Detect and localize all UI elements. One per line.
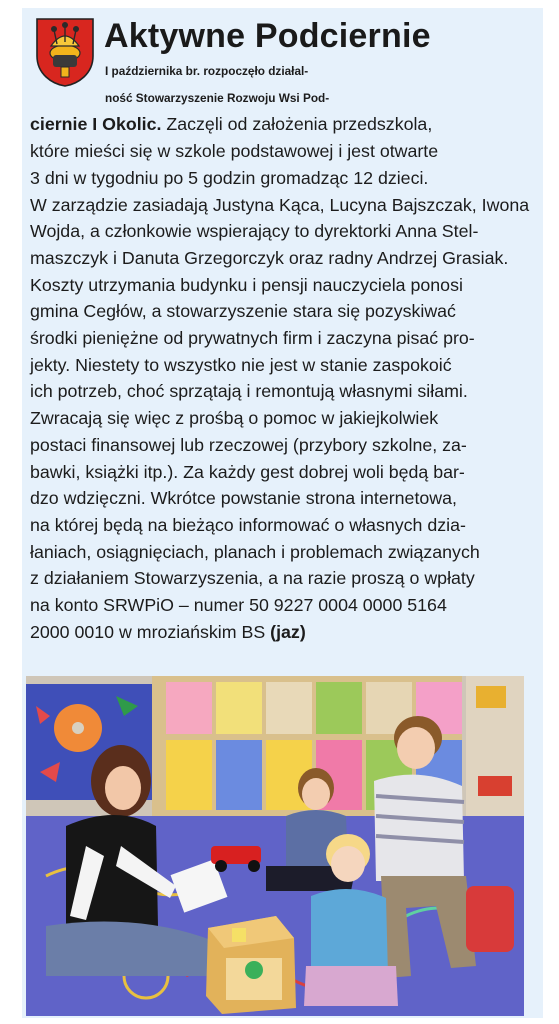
article-line: maszczyk i Danuta Grzegorczyk oraz radny Andrzej Grasiak. [30, 247, 509, 268]
article-line: Wojda, a członkowie wspierający to dyrektorki Anna Stel- [30, 221, 479, 242]
author-signature: (jaz) [270, 621, 306, 642]
article-text: 2000 0010 w mrozіańskim BS [30, 621, 271, 642]
article-line [30, 85, 530, 112]
article-line: ich potrzeb, choć sprzątają i remontują własnymi siłami. [30, 381, 468, 402]
article-line: Zwracają się więc z prośbą o pomoc w jakiejkolwiek [30, 408, 439, 429]
article-line: bawki, książki itp.). Za każdy gest dobrej woli będą bar- [30, 461, 465, 482]
article-line [30, 111, 530, 138]
article-body [30, 58, 530, 645]
article-lead: ciernie I Okolic. [30, 114, 162, 135]
article-line [30, 619, 530, 646]
article-line: dzo wdzięczni. Wkrótce powstanie strona internetowa, [30, 488, 457, 509]
article-line: które mieści się w szkole podstawowej i jest otwarte [30, 141, 439, 162]
article-line: 3 dni w tygodniu po 5 godzin gromadząc 12 dzieci. [30, 167, 429, 188]
article-line: łaniach, osiągnięciach, planach i problemach związanych [30, 541, 480, 562]
article-line: jekty. Niestety to wszystko nie jest w stanie zaspokoić [30, 354, 452, 375]
article-lead: I października br. rozpoczęło działal- [105, 64, 309, 78]
article-line [30, 58, 530, 85]
article-text: Zaczęli od założenia przedszkola, [161, 114, 433, 135]
article-line: na której będą na bieżąco informować o własnych dzia- [30, 514, 466, 535]
article-title: Aktywne Podciernie [104, 17, 431, 55]
article-line: środki pieniężne od prywatnych firm i zaczyna pisać pro- [30, 328, 475, 349]
article-line: gmina Cegłów, a stowarzyszenie stara się pozyskiwać [30, 301, 456, 322]
article-lead: ność Stowarzyszenie Rozwoju Wsi Pod- [105, 90, 330, 105]
article-line: postaci finansowej lub rzeczowej (przybory szkolne, za- [30, 434, 467, 455]
article-line: na konto SRWPiO – numer 50 9227 0004 0000 5164 [30, 595, 447, 616]
article-line: Koszty utrzymania budynku i pensji nauczyciela ponosi [30, 274, 463, 295]
article-line: W zarządzie zasiadają Justyna Kąca, Lucyna Bajszczak, Iwona [30, 194, 530, 215]
kindergarten-children-photo [26, 676, 524, 1016]
article-line: z działaniem Stowarzyszenia, a na razie proszą o wpłaty [30, 568, 475, 589]
